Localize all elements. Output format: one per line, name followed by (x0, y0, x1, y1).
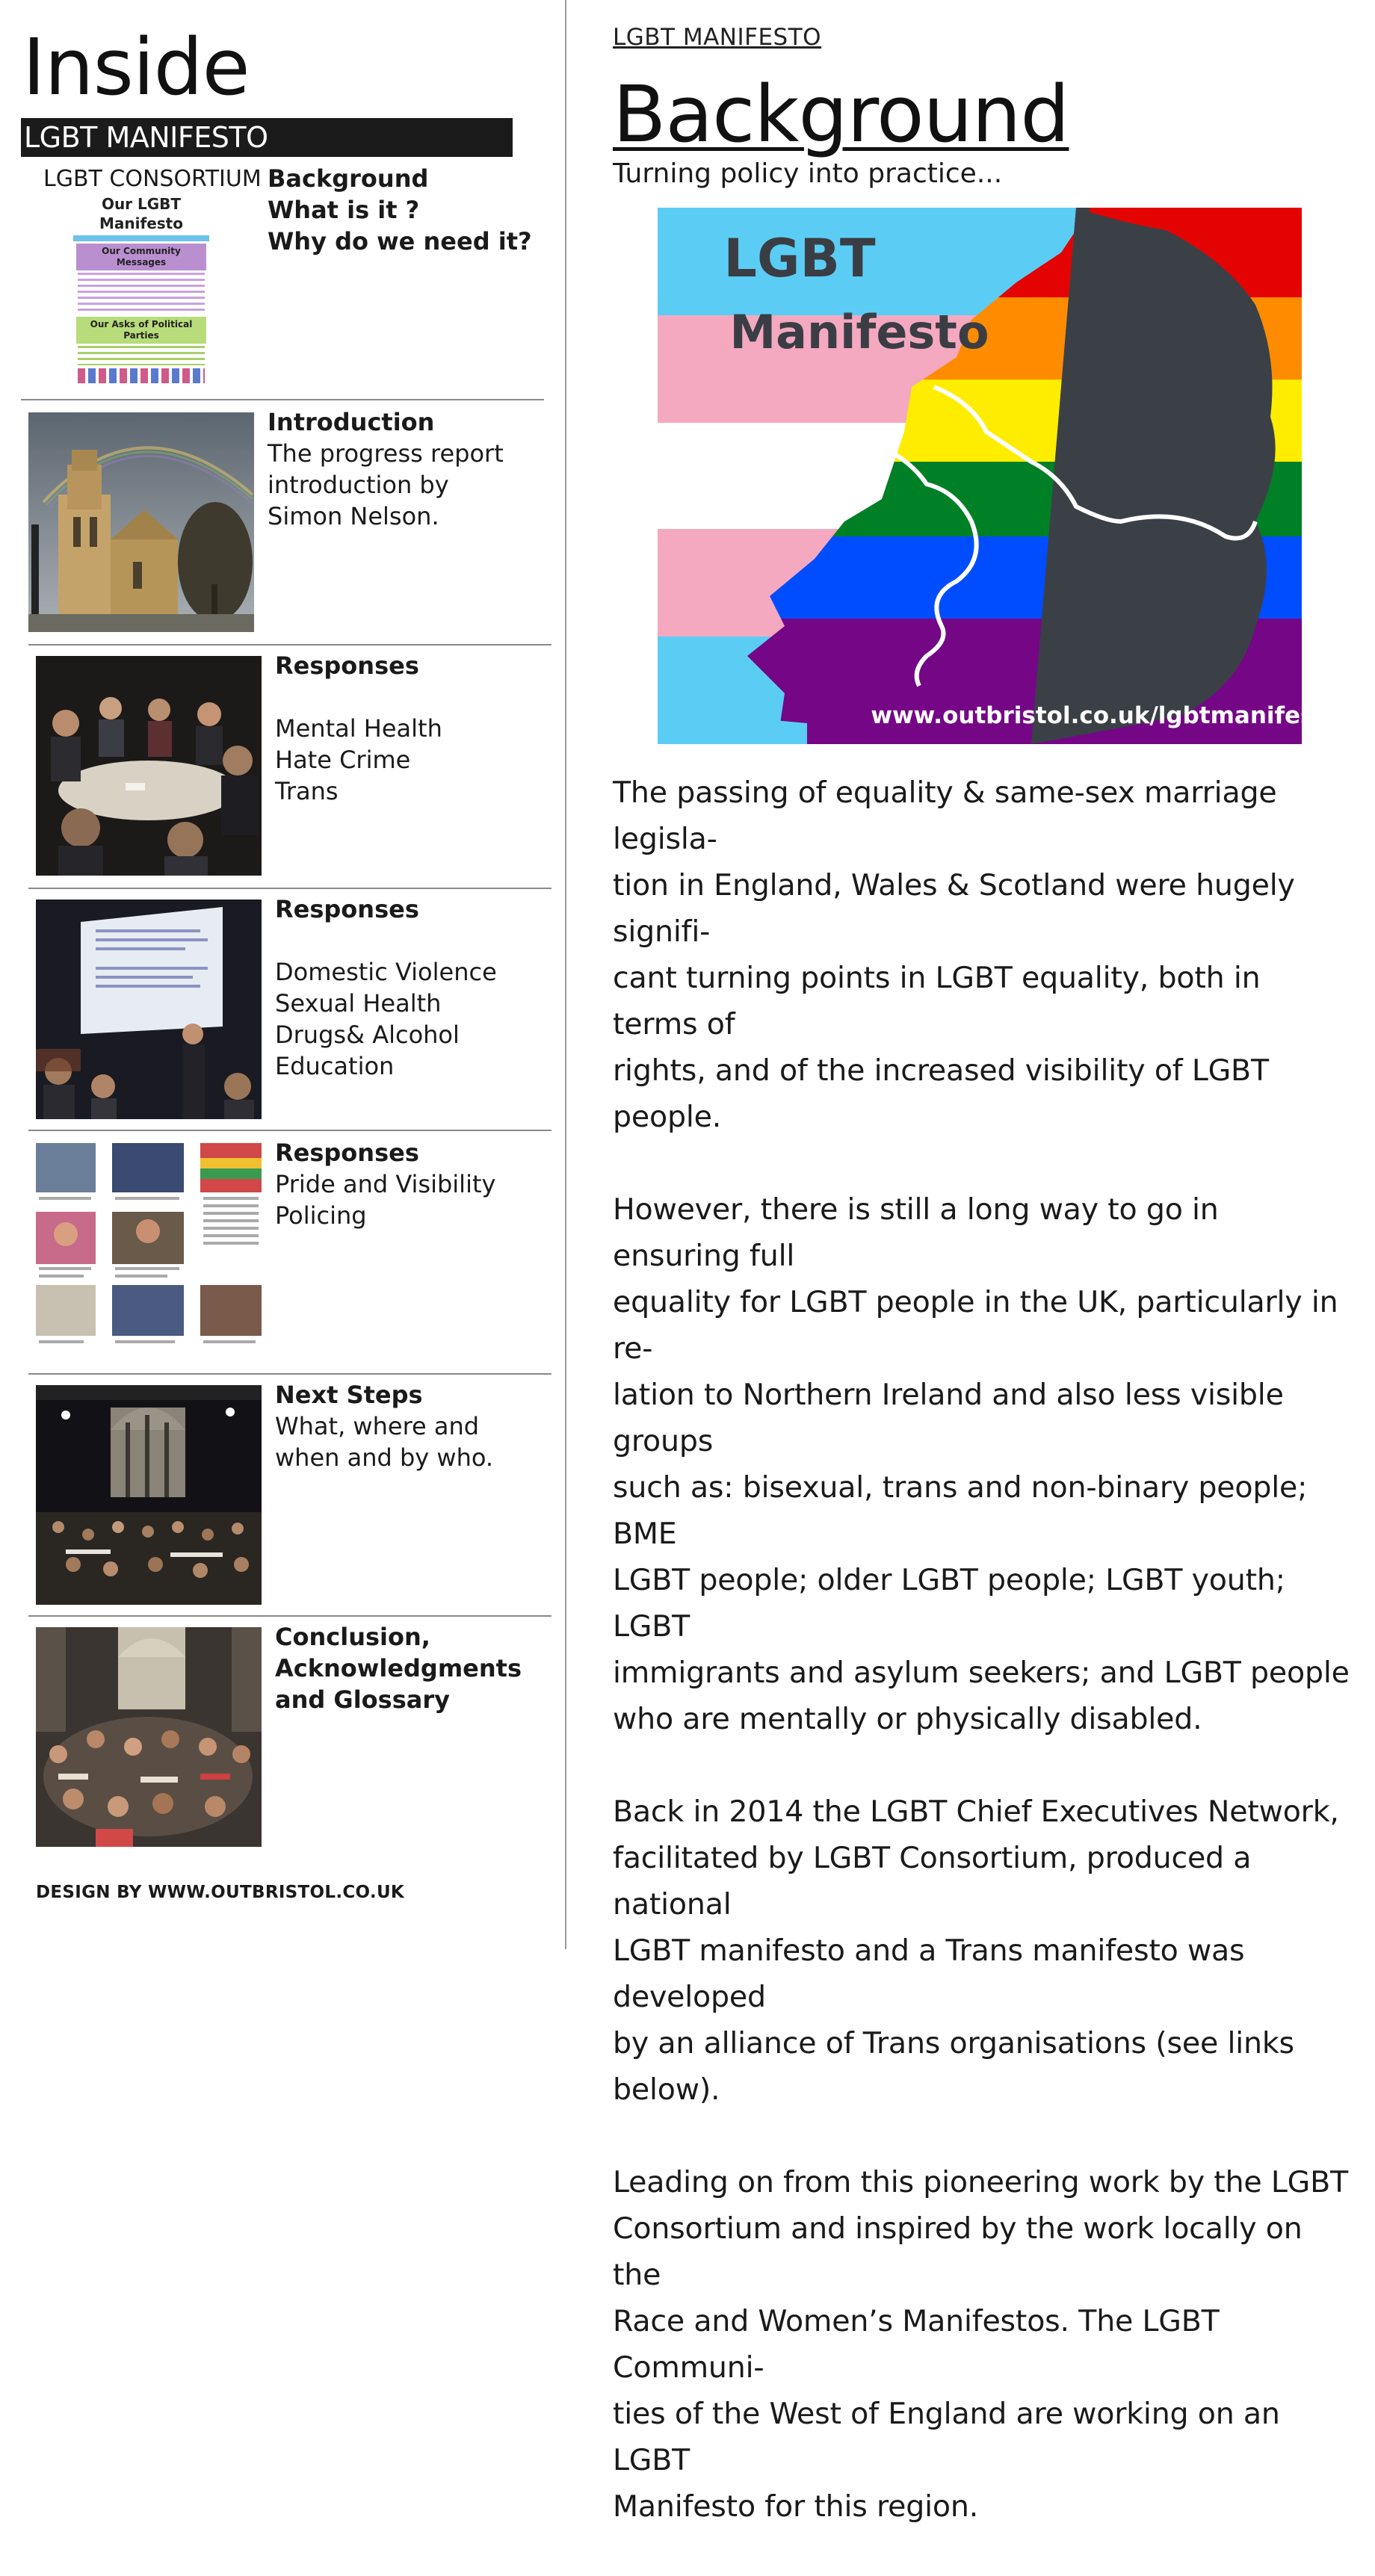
body-line: tion in England, Wales & Scotland were hugely signifi- (613, 868, 1295, 949)
section-heading: What is it ? (268, 196, 420, 224)
body-line: immigrants and asylum seekers; and LGBT people (613, 1656, 1350, 1690)
inside-bar (21, 118, 513, 157)
body-line: Consortium and inspired by the work locally on the (613, 2211, 1303, 2292)
section-divider (28, 1615, 551, 1617)
spacer (275, 681, 442, 713)
section-heading: and Glossary (275, 1685, 450, 1714)
design-credit-footer: DESIGN BY WWW.OUTBRISTOL.CO.UK (36, 1883, 405, 1902)
cathedral-rainbow-photo (28, 412, 254, 632)
section-heading: Acknowledgments (275, 1654, 522, 1682)
section-responses-2-text (275, 894, 497, 1082)
map-title-manifesto: Manifesto (729, 305, 989, 359)
section-heading: Background (268, 164, 429, 193)
manifesto-leaflet-thumbnail (73, 194, 209, 390)
body-line: facilitated by LGBT Consortium, produced a national (613, 1841, 1252, 1922)
section-heading: Responses (275, 651, 419, 680)
section-line: Drugs& Alcohol (275, 1021, 460, 1049)
paragraph-1 (613, 770, 1353, 1140)
leaflet-label: LGBT CONSORTIUM (43, 166, 262, 192)
page-title: Background (613, 69, 1069, 160)
body-line: Leading on from this pioneering work by the LGBT (613, 2165, 1348, 2199)
body-line: such as: bisexual, trans and non-binary people; BME (613, 1470, 1308, 1551)
presentation-photo (36, 900, 262, 1119)
body-line: The passing of equality & same-sex marriage legisla- (613, 775, 1277, 856)
body-line: lation to Northern Ireland and also less visible groups (613, 1378, 1284, 1458)
body-line: LGBT manifesto and a Trans manifesto was developed (613, 1933, 1245, 2014)
section-divider (28, 644, 551, 645)
section-line: What, where and (275, 1412, 480, 1440)
meeting-photo (36, 656, 262, 876)
leaflet-text-lines (78, 346, 205, 365)
section-heading: Responses (275, 1139, 419, 1167)
leaflet-text-lines (78, 273, 205, 315)
section-line: Education (275, 1052, 395, 1080)
body-line: However, there is still a long way to go in ensuring full (613, 1192, 1219, 1273)
column-divider (565, 0, 566, 1949)
leaflet-logos (78, 368, 205, 383)
section-line: Simon Nelson. (268, 502, 439, 530)
section-heading: Next Steps (275, 1381, 423, 1409)
section-line: Trans (275, 777, 339, 805)
map-url: www.outbristol.co.uk/lgbtmanifesto (871, 702, 1302, 729)
section-line: when and by who. (275, 1443, 494, 1472)
leaflet-box-asks: Our Asks of Political Parties (76, 317, 206, 344)
body-line: cant turning points in LGBT equality, both in terms of (613, 961, 1261, 1041)
section-divider (28, 888, 551, 889)
section-introduction-text (268, 406, 504, 532)
section-heading: Introduction (268, 408, 435, 436)
section-kicker: LGBT MANIFESTO (613, 24, 822, 51)
section-background-text (268, 163, 532, 257)
body-line: LGBT people; older LGBT people; LGBT youth; LGBT (613, 1563, 1285, 1644)
section-line: The progress report (268, 439, 504, 468)
map-title-lgbt: LGBT (723, 228, 876, 289)
paragraph-2 (613, 1186, 1353, 1742)
section-responses-3-text (275, 1137, 495, 1231)
hall-audience-photo (36, 1385, 262, 1605)
section-next-steps-text (275, 1379, 493, 1473)
body-line: Back in 2014 the LGBT Chief Executives Network, (613, 1795, 1339, 1829)
body-line: ties of the West of England are working on an LGBT (613, 2397, 1280, 2477)
section-line: Hate Crime (275, 746, 411, 774)
inside-title: Inside (22, 22, 250, 113)
lgbt-manifesto-map-image (658, 208, 1302, 744)
paragraph-3 (613, 1789, 1353, 2113)
section-heading: Why do we need it? (268, 227, 532, 256)
section-divider (28, 1130, 551, 1131)
section-line: Policing (275, 1201, 367, 1230)
body-line: Race and Women’s Manifestos. The LGBT Communi- (613, 2304, 1220, 2385)
section-line: Sexual Health (275, 989, 442, 1018)
body-line: who are mentally or physically disabled. (613, 1702, 1202, 1736)
section-line: Domestic Violence (275, 958, 497, 986)
section-line: introduction by (268, 471, 449, 499)
conference-room-photo (36, 1627, 262, 1847)
body-line: equality for LGBT people in the UK, particularly in re- (613, 1285, 1338, 1366)
photo-collage (36, 1143, 262, 1355)
body-text (613, 770, 1353, 2576)
leaflet-title: Our LGBT Manifesto (99, 195, 183, 232)
inside-bar-label: LGBT MANIFESTO (24, 121, 268, 154)
body-line: Manifesto for this region. (613, 2489, 979, 2524)
section-line: Pride and Visibility (275, 1170, 496, 1198)
section-heading: Conclusion, (275, 1623, 430, 1651)
section-line: Mental Health (275, 714, 442, 743)
paragraph-4 (613, 2159, 1353, 2530)
body-line: rights, and of the increased visibility of LGBT people. (613, 1053, 1269, 1134)
spacer (275, 925, 497, 956)
body-line: by an alliance of Trans organisations (see links below). (613, 2026, 1294, 2107)
page-subtitle: Turning policy into practice... (613, 158, 1003, 189)
section-divider (28, 1373, 551, 1375)
section-responses-1-text (275, 650, 442, 807)
section-heading: Responses (275, 895, 419, 923)
section-conclusion-text (275, 1621, 522, 1715)
leaflet-box-community: Our Community Messages (76, 244, 206, 270)
section-divider (21, 399, 544, 400)
leaflet-band (73, 235, 209, 241)
